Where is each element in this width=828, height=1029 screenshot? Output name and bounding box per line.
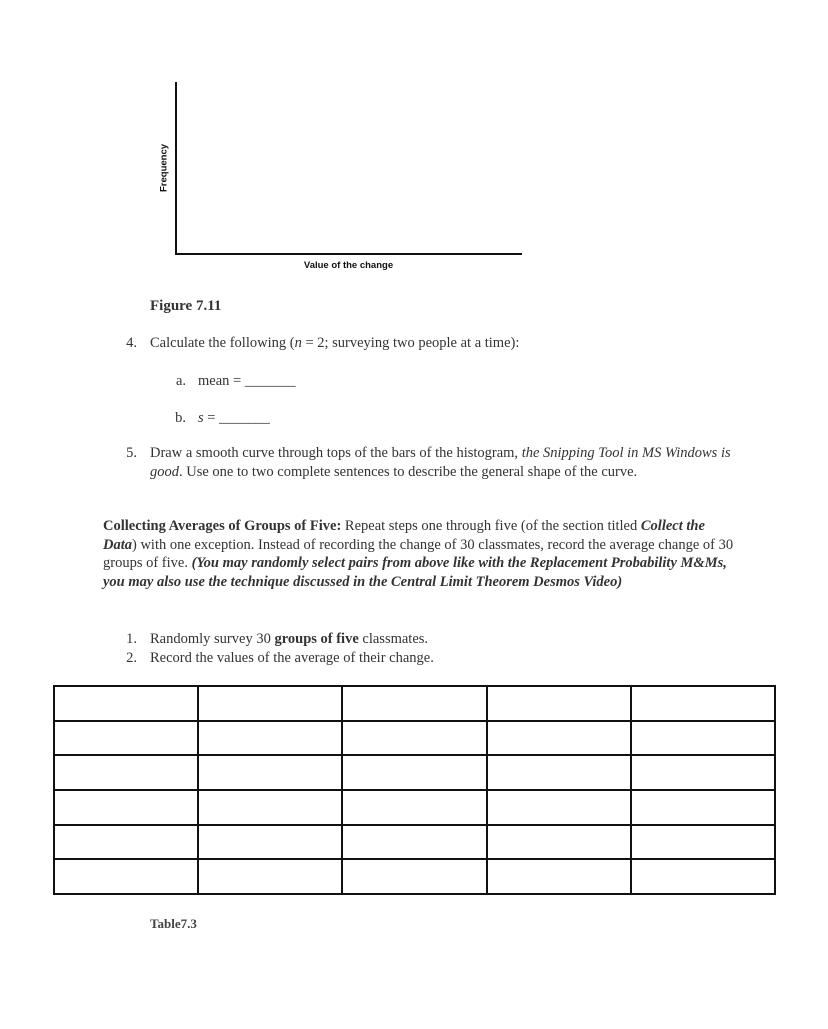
table-cell[interactable]: [487, 859, 631, 894]
table-cell[interactable]: [631, 755, 775, 790]
table-cell[interactable]: [487, 825, 631, 860]
table-cell[interactable]: [198, 790, 342, 825]
table-cell[interactable]: [54, 859, 198, 894]
s-blank: s = _______: [198, 410, 270, 426]
table-row: [54, 825, 775, 860]
step-1-number: 1.: [126, 631, 137, 647]
table-row: [54, 790, 775, 825]
table-cell[interactable]: [54, 825, 198, 860]
table-cell[interactable]: [342, 859, 486, 894]
table-cell[interactable]: [342, 825, 486, 860]
table-cell[interactable]: [631, 825, 775, 860]
collecting-note: (You may randomly select pairs from above like with the Replacement Probability M&Ms, you may also use the technique discussed in the Central Limit Theorem Desmos Video): [103, 555, 727, 590]
table-cell[interactable]: [198, 825, 342, 860]
table-cell[interactable]: [487, 686, 631, 721]
table-cell[interactable]: [342, 721, 486, 756]
table-cell[interactable]: [54, 790, 198, 825]
table-cell[interactable]: [631, 859, 775, 894]
table-cell[interactable]: [198, 755, 342, 790]
item-4-text: Calculate the following (n = 2; surveying two people at a time):: [150, 335, 520, 351]
table-row: [54, 859, 775, 894]
table-cell[interactable]: [198, 686, 342, 721]
table-cell[interactable]: [342, 686, 486, 721]
item-5-number: 5.: [126, 445, 137, 461]
table-cell[interactable]: [487, 721, 631, 756]
section-title: Collect the Data: [103, 518, 705, 553]
blank-data-table: [53, 685, 776, 895]
table-row: [54, 721, 775, 756]
table-cell[interactable]: [54, 721, 198, 756]
item-4b-letter: b.: [175, 410, 186, 426]
table-cell[interactable]: [198, 859, 342, 894]
table-cell[interactable]: [631, 790, 775, 825]
step-2-text: Record the values of the average of their change.: [150, 650, 434, 666]
table-row: [54, 686, 775, 721]
collecting-averages-paragraph: Collecting Averages of Groups of Five: Repeat steps one through five (of the section titled Collect the Data) with one exception. Instead of recording the change of 30 classmates, record the average change of 30 groups of five. (You may randomly select pairs from above like with the Replacement Probability M&Ms, you may also use the technique discussed in the Central Limit Theorem Desmos Video): [103, 518, 734, 590]
item-5-text: Draw a smooth curve through tops of the bars of the histogram, the Snipping Tool in MS Windows is good. Use one to two complete sentences to describe the general shape of the curve.: [150, 445, 731, 480]
mean-blank: mean = _______: [198, 373, 296, 389]
table-row: [54, 755, 775, 790]
table-cell[interactable]: [198, 721, 342, 756]
table-cell[interactable]: [487, 755, 631, 790]
x-axis-line: [175, 253, 522, 255]
table-cell[interactable]: [54, 686, 198, 721]
table-cell[interactable]: [342, 790, 486, 825]
collecting-heading: Collecting Averages of Groups of Five:: [103, 518, 342, 534]
step-1-text: Randomly survey 30 groups of five classmates.: [150, 631, 429, 647]
table-cell[interactable]: [487, 790, 631, 825]
table-caption: Table7.3: [150, 916, 197, 931]
item-4a-letter: a.: [175, 373, 186, 389]
step-2-number: 2.: [126, 650, 137, 666]
table-cell[interactable]: [54, 755, 198, 790]
table-cell[interactable]: [342, 755, 486, 790]
x-axis-label: Value of the change: [303, 260, 394, 271]
figure-caption: Figure 7.11: [150, 298, 222, 314]
table-cell[interactable]: [631, 721, 775, 756]
item-4-number: 4.: [126, 335, 137, 351]
table-cell[interactable]: [631, 686, 775, 721]
y-axis-line: [175, 82, 177, 254]
